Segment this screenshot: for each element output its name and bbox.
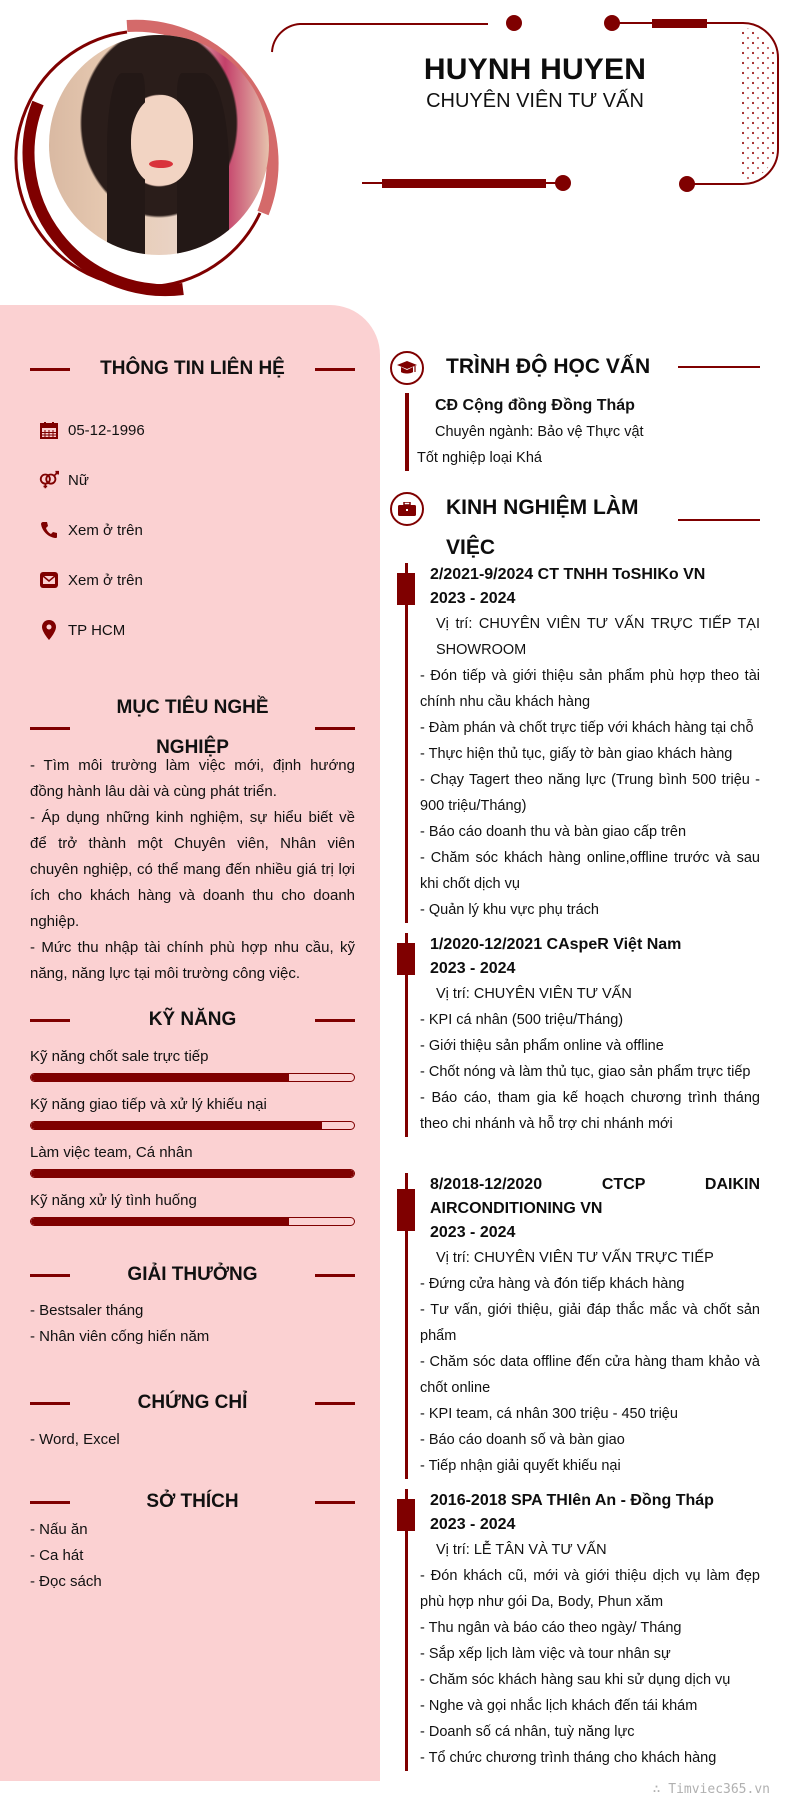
contact-heading: THÔNG TIN LIÊN HỆ [30, 349, 355, 389]
divider [30, 1274, 70, 1277]
divider [315, 1274, 355, 1277]
job-entry: 8/2018-12/2020 CTCP DAIKIN AIRCONDITIONING VN 2023 - 2024 Vị trí: CHUYÊN VIÊN TƯ VẤN TRỰC TIẾP - Đứng cửa hàng và đón tiếp khách hàng - Tư vấn, giới thiệu, giải đáp thắc mắc và chốt sản phẩm - Chăm sóc data offline đến cửa hàng tham khảo và chốt online - KPI team, cá nhân 300 triệu - 450 triệu - Báo cáo doanh số và bàn giao - Tiếp nhận giải quyết khiếu nại [405, 1173, 760, 1479]
divider [30, 1019, 70, 1022]
avatar [49, 35, 269, 255]
calendar-icon [38, 419, 60, 441]
job-entry: 2016-2018 SPA THIên An - Đồng Tháp 2023 - 2024 Vị trí: LỄ TÂN VÀ TƯ VẤN - Đón khách cũ, mới và giới thiệu dịch vụ làm đẹp phù hợp như gói Da, Body, Phun xăm - Thu ngân và báo cáo theo ngày/ Tháng - Sắp xếp lịch làm việc và tour nhân sự - Chăm sóc khách hàng sau khi sử dụng dịch vụ - Nghe và gọi nhắc lịch khách đến tái khám - Doanh số cá nhân, tuỳ năng lực - Tổ chức chương trình tháng cho khách hàng [405, 1489, 760, 1771]
certificates-heading: CHỨNG CHỈ [30, 1383, 355, 1423]
awards-heading: GIẢI THƯỞNG [30, 1255, 355, 1295]
gender-icon [38, 469, 60, 491]
job-duties: - Đứng cửa hàng và đón tiếp khách hàng - Tư vấn, giới thiệu, giải đáp thắc mắc và chốt sản phẩm - Chăm sóc data offline đến cửa hàng tham khảo và chốt online - KPI team, cá nhân 300 triệu - 450 triệu - Báo cáo doanh số và bàn giao - Tiếp nhận giải quyết khiếu nại [420, 1276, 760, 1474]
skill-item: Kỹ năng giao tiếp và xử lý khiếu nại [30, 1093, 355, 1141]
certificates-list: - Word, Excel [30, 1431, 120, 1448]
skill-bar [30, 1217, 355, 1226]
timeline-marker [397, 1189, 415, 1231]
timeline-marker [397, 943, 415, 975]
contact-list [38, 405, 145, 655]
timeline-marker [397, 1499, 415, 1531]
watermark: ∴ Timviec365.vn [652, 1782, 770, 1797]
skill-bar [30, 1121, 355, 1130]
candidate-name: HUYNH HUYEN [423, 53, 647, 86]
skills-heading: KỸ NĂNG [30, 1000, 355, 1040]
divider [30, 1402, 70, 1405]
divider [678, 366, 760, 368]
divider [315, 727, 355, 730]
job-entry: 1/2020-12/2021 CAspeR Việt Nam 2023 - 2024 Vị trí: CHUYÊN VIÊN TƯ VẤN - KPI cá nhân (500 triệu/Tháng) - Giới thiệu sản phẩm online và offline - Chốt nóng và làm thủ tục, giao sản phẩm trực tiếp - Báo cáo, tham gia kế hoạch chương trình tháng theo chi nhánh và hỗ trợ chi nhánh mới [405, 933, 760, 1137]
contact-birthdate: 05-12-1996 [38, 405, 145, 455]
contact-location: TP HCM [38, 605, 145, 655]
briefcase-icon [390, 492, 424, 526]
skills-list [30, 1045, 355, 1237]
candidate-title: CHUYÊN VIÊN TƯ VẤN [426, 90, 644, 112]
job-duties: - KPI cá nhân (500 triệu/Tháng) - Giới thiệu sản phẩm online và offline - Chốt nóng và làm thủ tục, giao sản phẩm trực tiếp - Báo cáo, tham gia kế hoạch chương trình tháng theo chi nhánh và hỗ trợ chi nhánh mới [420, 1012, 760, 1132]
divider [30, 368, 70, 371]
skill-bar-fill [31, 1074, 289, 1081]
graduation-cap-icon [390, 351, 424, 385]
education-entry: CĐ Cộng đồng Đồng Tháp Chuyên ngành: Bảo vệ Thực vật Tốt nghiệp loại Khá [405, 393, 760, 471]
name-block [400, 52, 670, 114]
skill-bar-fill [31, 1170, 354, 1177]
skill-item: Kỹ năng xử lý tình huống [30, 1189, 355, 1237]
left-sidebar [0, 305, 380, 1781]
divider [678, 519, 760, 521]
timeline-marker [397, 573, 415, 605]
contact-gender: Nữ [38, 455, 145, 505]
objective-text: - Tìm môi trường làm việc mới, định hướng đồng hành lâu dài và cùng phát triển. - Áp dụng những kinh nghiệm, sự hiểu biết về để trở thành một Chuyên viên, Nhân viên chuyên nghiệp, có thể mang đến nhiều giá trị lợi ích cho khách hàng và doanh thu cho doanh nghiệp. - Mức thu nhập tài chính phù hợp nhu cầu, kỹ năng, năng lực tại môi trường công việc. [30, 757, 355, 982]
job-duties: - Đón khách cũ, mới và giới thiệu dịch vụ làm đẹp phù hợp như gói Da, Body, Phun xăm - Thu ngân và báo cáo theo ngày/ Tháng - Sắp xếp lịch làm việc và tour nhân sự - Chăm sóc khách hàng sau khi sử dụng dịch vụ - Nghe và gọi nhắc lịch khách đến tái khám - Doanh số cá nhân, tuỳ năng lực - Tổ chức chương trình tháng cho khách hàng [420, 1568, 760, 1766]
skill-bar [30, 1073, 355, 1082]
divider [315, 1402, 355, 1405]
contact-phone: Xem ở trên [38, 505, 145, 555]
hobbies-heading: SỞ THÍCH [30, 1482, 355, 1522]
skill-bar-fill [31, 1122, 322, 1129]
phone-icon [38, 519, 60, 541]
job-duties: - Đón tiếp và giới thiệu sản phẩm phù hợp theo tài chính nhu cầu khách hàng - Đàm phán và chốt trực tiếp với khách hàng tại chỗ - Thực hiện thủ tục, giấy tờ bàn giao khách hàng - Chạy Tagert theo năng lực (Trung bình 500 triệu - 900 triệu/Tháng) - Báo cáo doanh thu và bàn giao cấp trên - Chăm sóc khách hàng online,offline trước và sau khi chốt dịch vụ - Quản lý khu vực phụ trách [420, 668, 760, 918]
skill-item: Kỹ năng chốt sale trực tiếp [30, 1045, 355, 1093]
hobbies-list: - Nấu ăn - Ca hát - Đọc sách [30, 1521, 102, 1590]
divider [315, 1501, 355, 1504]
experience-heading: KINH NGHIỆM LÀM VIỆC [390, 488, 760, 568]
divider [315, 1019, 355, 1022]
objective-heading: MỤC TIÊU NGHỀ NGHIỆP [30, 688, 355, 768]
email-icon [38, 569, 60, 591]
divider [30, 1501, 70, 1504]
skill-bar-fill [31, 1218, 289, 1225]
cv-header [0, 0, 800, 300]
contact-email: Xem ở trên [38, 555, 145, 605]
skill-item: Làm việc team, Cá nhân [30, 1141, 355, 1189]
education-heading: TRÌNH ĐỘ HỌC VẤN [390, 347, 760, 387]
location-pin-icon [38, 619, 60, 641]
divider [30, 727, 70, 730]
skill-bar [30, 1169, 355, 1178]
divider [315, 368, 355, 371]
awards-list: - Bestsaler tháng - Nhân viên cống hiến năm [30, 1302, 210, 1345]
job-entry: 2/2021-9/2024 CT TNHH ToSHIKo VN 2023 - 2024 Vị trí: CHUYÊN VIÊN TƯ VẤN TRỰC TIẾP TẠI SHOWROOM - Đón tiếp và giới thiệu sản phẩm phù hợp theo tài chính nhu cầu khách hàng - Đàm phán và chốt trực tiếp với khách hàng tại chỗ - Thực hiện thủ tục, giấy tờ bàn giao khách hàng - Chạy Tagert theo năng lực (Trung bình 500 triệu - 900 triệu/Tháng) - Báo cáo doanh thu và bàn giao cấp trên - Chăm sóc khách hàng online,offline trước và sau khi chốt dịch vụ - Quản lý khu vực phụ trách [405, 563, 760, 923]
